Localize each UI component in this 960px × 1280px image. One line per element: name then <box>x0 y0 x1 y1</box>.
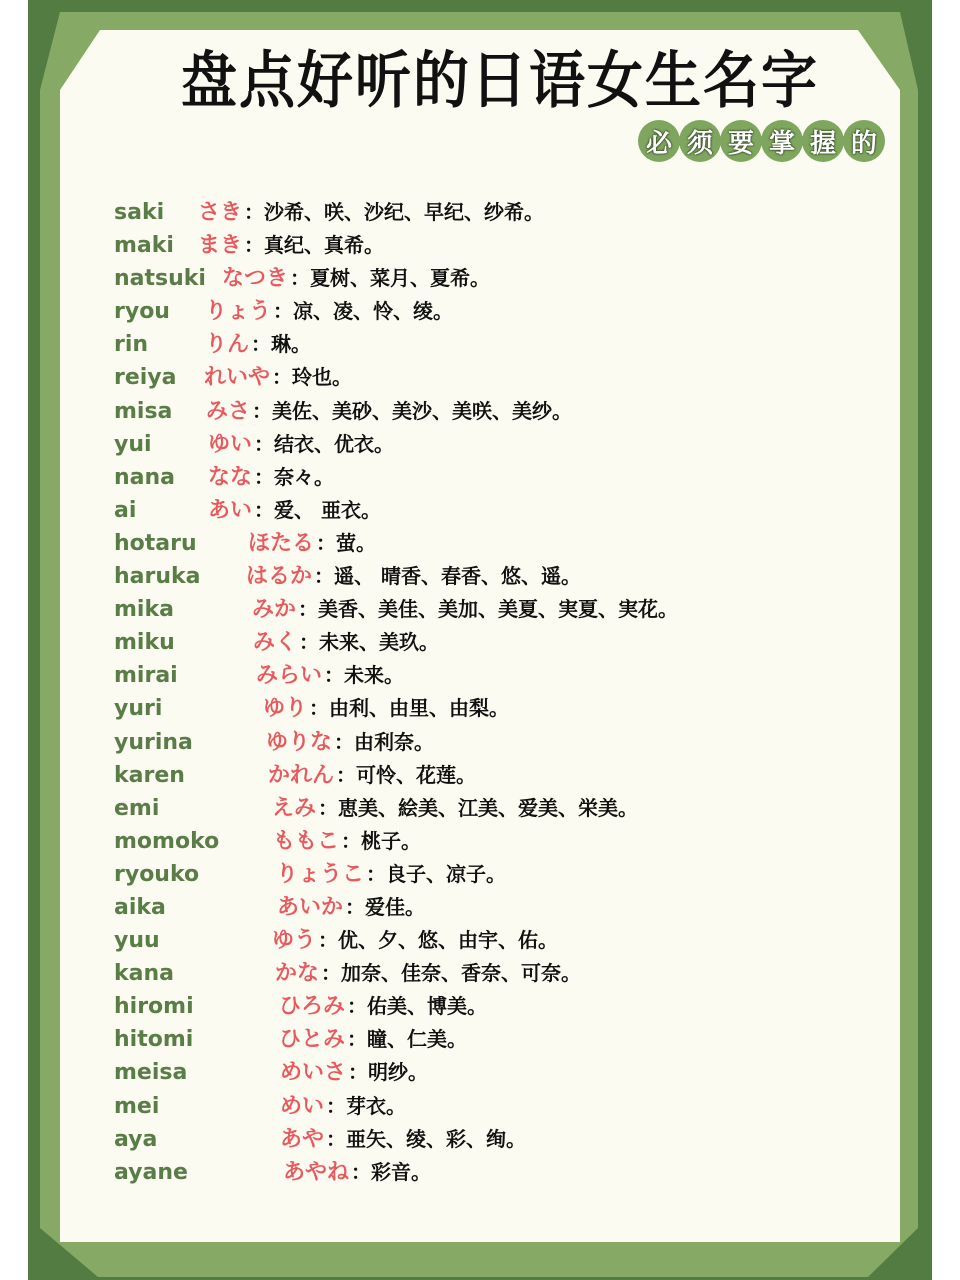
kana: ほたる <box>248 530 315 556</box>
kana: えみ <box>272 795 317 821</box>
kana: りん <box>205 332 250 358</box>
kanji-variants: ：亜矢、绫、彩、绚。 <box>326 1126 527 1151</box>
kana: みか <box>252 597 297 623</box>
kana: りょう <box>205 299 272 325</box>
reading-group <box>273 825 421 858</box>
kana: みく <box>253 630 298 656</box>
badge-char: 必 <box>638 120 680 162</box>
romaji: misa <box>114 398 173 424</box>
badge-char: 的 <box>843 120 885 162</box>
kanji-variants: ：玲也。 <box>272 365 353 390</box>
kana: あや <box>280 1126 325 1152</box>
kanji-variants: ：明纱。 <box>348 1060 429 1085</box>
romaji: hiromi <box>114 994 194 1020</box>
kana: ゆりな <box>266 729 333 755</box>
romaji: mika <box>114 597 174 623</box>
romaji: karen <box>114 762 185 788</box>
kana: かれん <box>268 762 335 788</box>
kana: あい <box>208 497 253 523</box>
romaji: mei <box>114 1093 160 1119</box>
kana: めいさ <box>280 1060 347 1086</box>
reading-group <box>198 229 384 262</box>
kana: あやね <box>283 1159 350 1185</box>
reading-group <box>205 328 311 361</box>
romaji: kana <box>114 961 174 987</box>
kanji-variants: ：可怜、花莲。 <box>336 762 477 787</box>
kanji-variants: ：美香、美佳、美加、美夏、実夏、実花。 <box>298 597 679 622</box>
kanji-variants: ：爱、 亜衣。 <box>254 497 381 522</box>
romaji: nana <box>114 464 176 490</box>
romaji: ryouko <box>114 861 200 887</box>
kanji-variants: ：萤。 <box>316 530 377 555</box>
kanji-variants: ：桃子。 <box>341 828 422 853</box>
romaji: momoko <box>114 828 220 854</box>
kanji-variants: ：良子、凉子。 <box>366 861 507 886</box>
romaji: hitomi <box>114 1027 194 1053</box>
reading-group <box>263 692 509 725</box>
romaji: emi <box>114 795 160 821</box>
kanji-variants: ：未来、美玖。 <box>299 630 440 655</box>
romaji: yuri <box>114 696 163 722</box>
kana: みらい <box>256 663 323 689</box>
romaji: aika <box>114 894 166 920</box>
kanji-variants: ：奈々。 <box>254 464 335 489</box>
reading-group <box>272 792 638 825</box>
reading-group <box>266 726 434 759</box>
reading-group <box>268 759 476 792</box>
reading-group <box>272 924 558 957</box>
romaji: saki <box>114 200 165 225</box>
reading-group <box>198 196 544 229</box>
reading-group <box>208 461 334 494</box>
kanji-variants: ：由利奈。 <box>334 729 435 754</box>
kana: なな <box>208 464 253 490</box>
kana: なつき <box>222 266 289 292</box>
badge-char: 握 <box>802 120 844 162</box>
romaji: ryou <box>114 299 170 325</box>
reading-group <box>279 1023 467 1056</box>
reading-group <box>253 626 439 659</box>
kanji-variants: ：优、夕、悠、由宇、佑。 <box>318 928 559 953</box>
reading-group <box>222 262 490 295</box>
kana: れいや <box>204 365 271 391</box>
romaji: ai <box>114 497 137 523</box>
kanji-variants: ：真纪、真希。 <box>244 233 385 258</box>
kanji-variants: ：琳。 <box>251 332 312 357</box>
kanji-variants: ：由利、由里、由梨。 <box>309 696 510 721</box>
romaji: yurina <box>114 729 193 755</box>
kanji-variants: ：夏树、菜月、夏希。 <box>290 266 491 291</box>
kana: ももこ <box>273 828 340 854</box>
kana: りょうこ <box>276 861 365 887</box>
reading-group <box>205 295 453 328</box>
reading-group <box>248 527 376 560</box>
kanji-variants: ：瞳、仁美。 <box>347 1027 468 1052</box>
kana: ゆい <box>208 431 253 457</box>
romaji: miku <box>114 630 175 656</box>
badge-char: 须 <box>679 120 721 162</box>
reading-group <box>280 1090 406 1123</box>
kana: めい <box>280 1093 325 1119</box>
romaji: hotaru <box>114 530 197 556</box>
reading-group <box>256 659 404 692</box>
subtitle-badge <box>638 120 884 162</box>
reading-group <box>208 494 381 527</box>
kanji-variants: ：恵美、絵美、江美、爱美、栄美。 <box>318 795 639 820</box>
kana: ひとみ <box>279 1027 346 1053</box>
reading-group <box>276 858 506 891</box>
reading-group <box>204 361 352 394</box>
kanji-variants: ：芽衣。 <box>326 1093 407 1118</box>
reading-group <box>208 428 394 461</box>
romaji: rin <box>114 332 149 358</box>
kanji-variants: ：未来。 <box>324 663 405 688</box>
kana: ゆり <box>263 696 308 722</box>
kanji-variants: ：凉、凌、怜、绫。 <box>273 299 454 324</box>
reading-group <box>280 1056 428 1089</box>
kana: まき <box>198 233 243 259</box>
romaji: reiya <box>114 365 177 391</box>
kanji-variants: ：遥、 晴香、春香、悠、遥。 <box>314 564 581 589</box>
kanji-variants: ：彩音。 <box>351 1159 432 1184</box>
romaji: haruka <box>114 564 201 590</box>
page-title: 盘点好听的日语女生名字 <box>181 44 819 117</box>
romaji: meisa <box>114 1060 188 1086</box>
kanji-variants: ：沙希、咲、沙纪、早纪、纱希。 <box>244 200 545 224</box>
kana: はるか <box>246 564 313 590</box>
kanji-variants: ：结衣、优衣。 <box>254 431 395 456</box>
romaji: aya <box>114 1126 158 1152</box>
badge-char: 要 <box>720 120 762 162</box>
reading-group <box>280 1123 526 1156</box>
badge-char: 掌 <box>761 120 803 162</box>
romaji: yui <box>114 431 152 457</box>
reading-group <box>277 891 425 924</box>
reading-group <box>283 1156 431 1189</box>
romaji: maki <box>114 233 174 259</box>
kanji-variants: ：美佐、美砂、美沙、美咲、美纱。 <box>252 398 573 423</box>
romaji: natsuki <box>114 266 206 292</box>
kana: ひろみ <box>279 994 346 1020</box>
kana: みさ <box>206 398 251 424</box>
reading-group <box>275 957 581 990</box>
reading-group <box>206 395 572 428</box>
romaji: ayane <box>114 1159 188 1185</box>
reading-group <box>252 593 678 626</box>
romaji: mirai <box>114 663 178 689</box>
reading-group <box>279 990 487 1023</box>
kana: あいか <box>277 894 344 920</box>
reading-group <box>246 560 581 593</box>
kanji-variants: ：佑美、博美。 <box>347 994 488 1019</box>
kanji-variants: ：爱佳。 <box>345 894 426 919</box>
kana: ゆう <box>272 928 317 954</box>
romaji: yuu <box>114 928 160 954</box>
kana: さき <box>198 200 243 225</box>
kana: かな <box>275 961 320 987</box>
kanji-variants: ：加奈、佳奈、香奈、可奈。 <box>321 961 582 986</box>
